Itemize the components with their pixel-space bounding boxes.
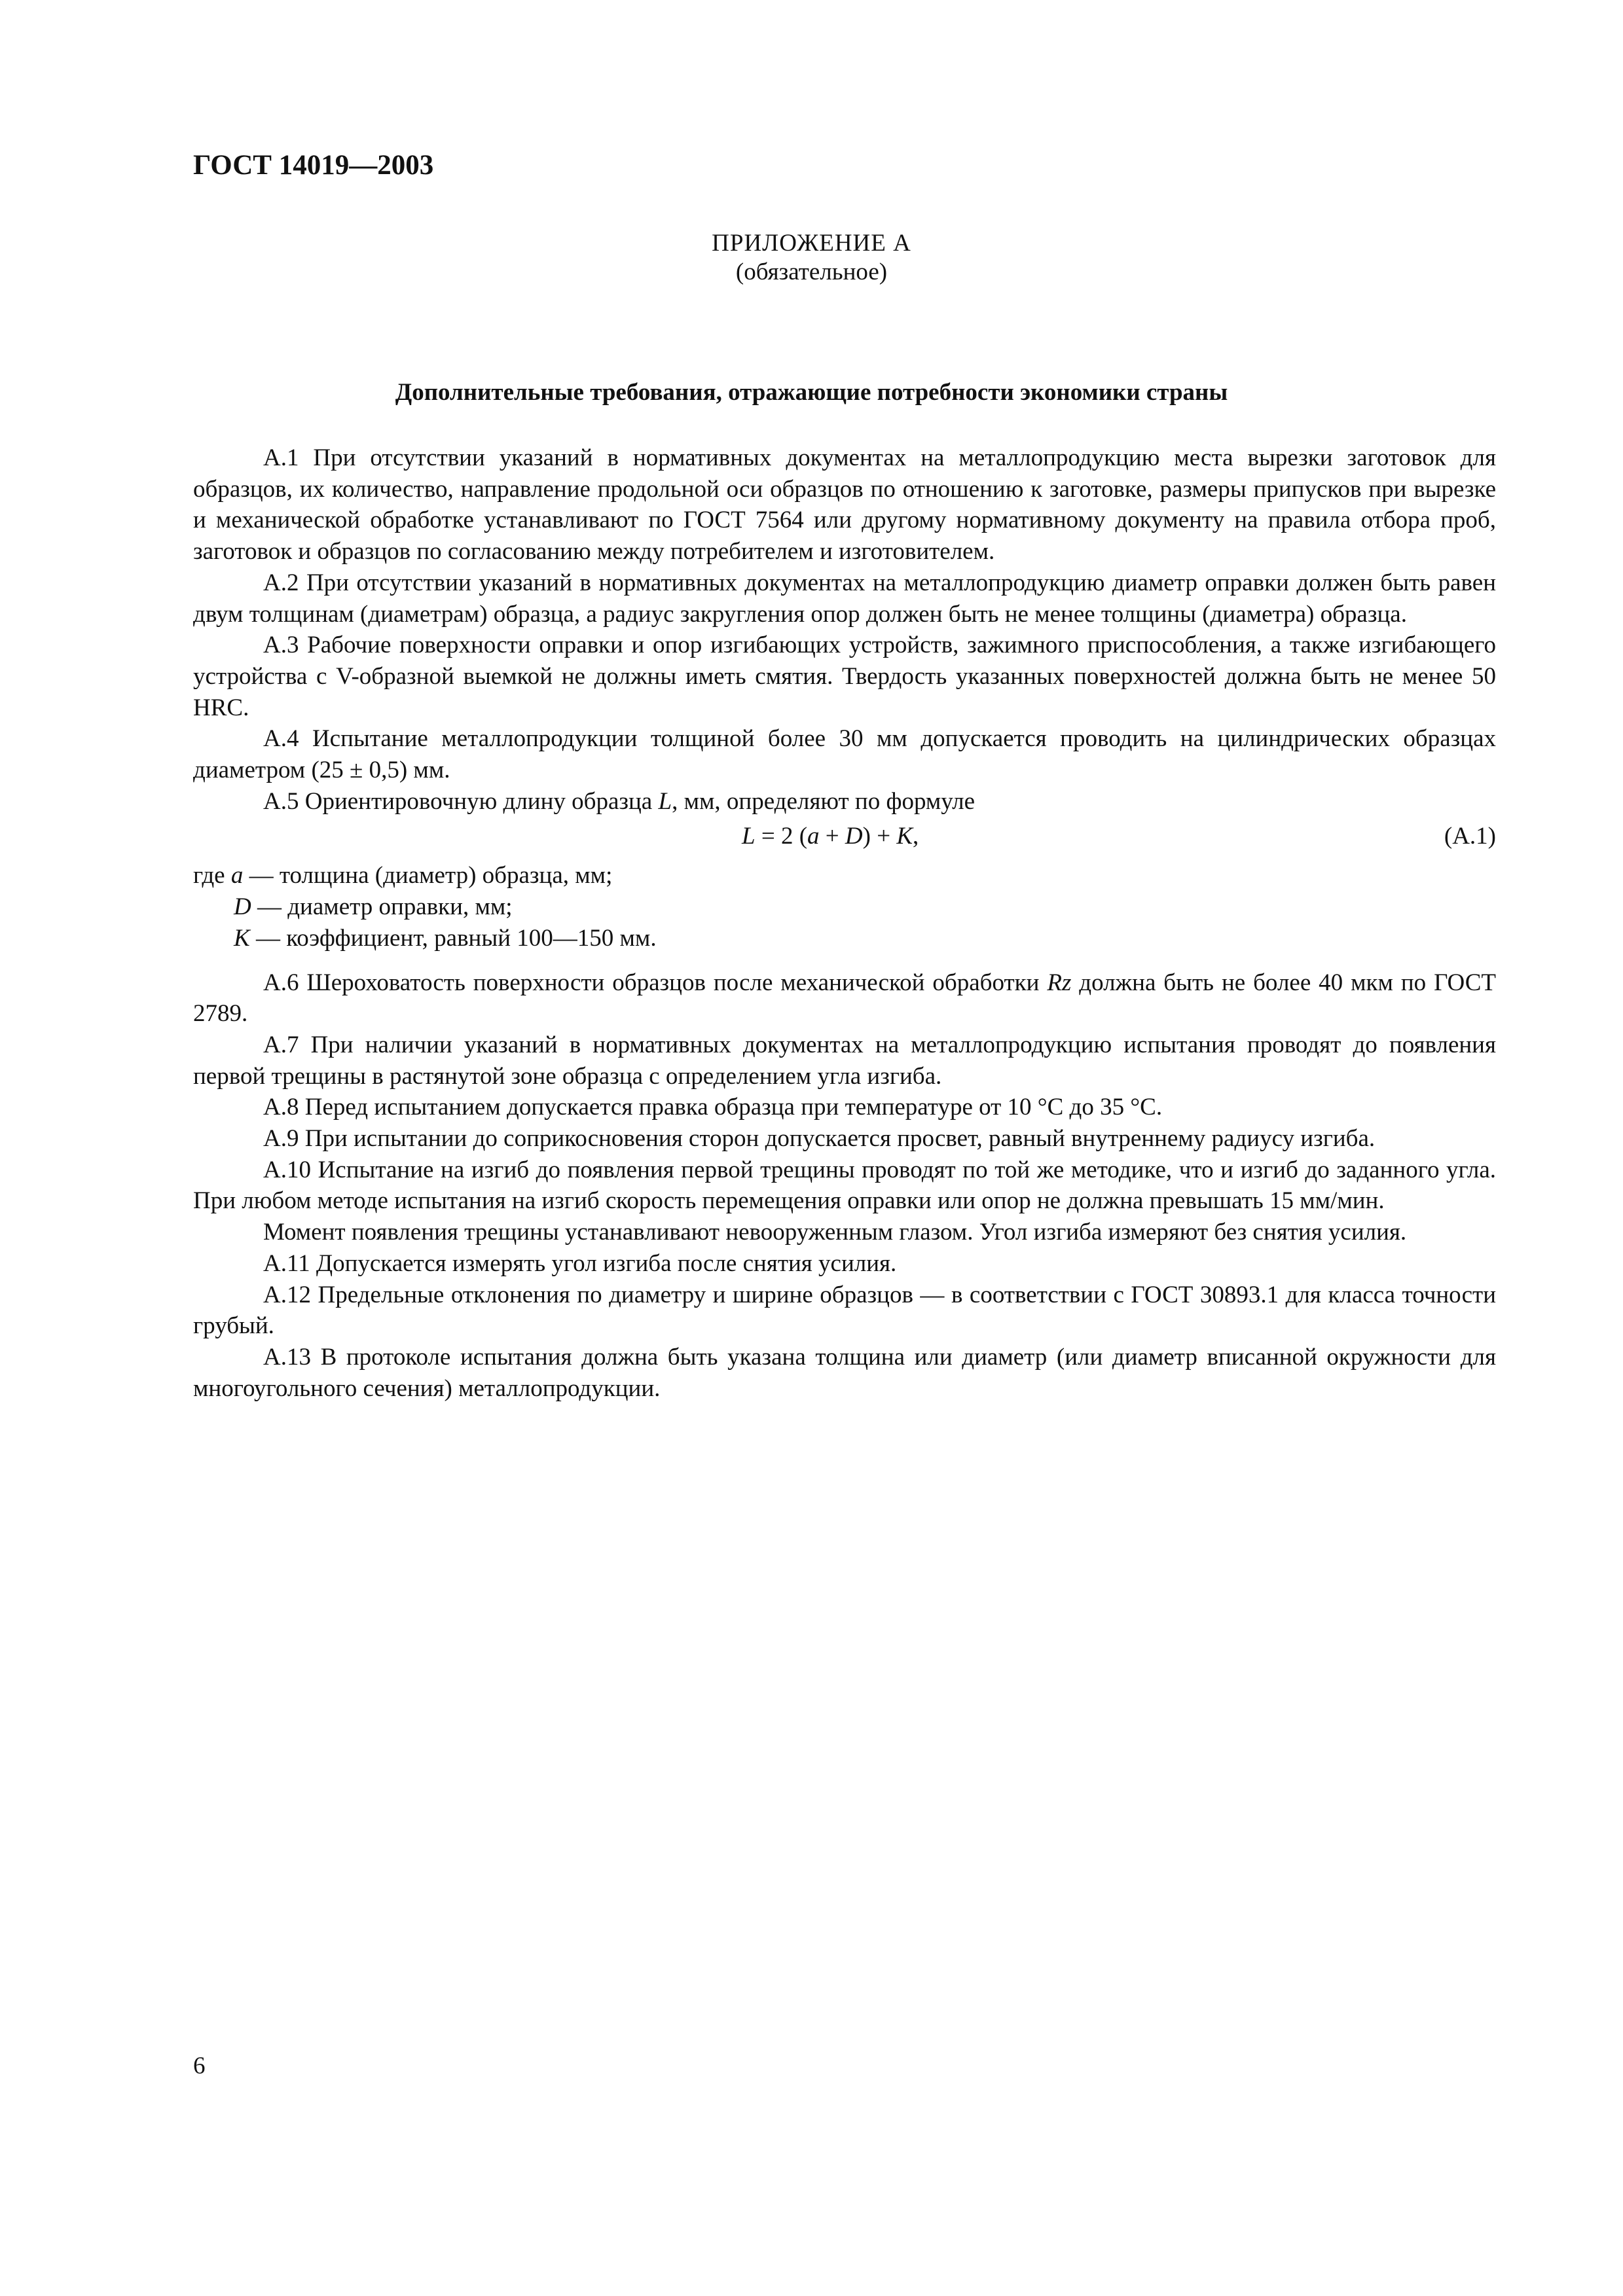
definition-var: K [234, 924, 250, 952]
definition-d [193, 891, 1496, 923]
definition-text: — коэффициент, равный 100—150 мм. [249, 924, 657, 952]
paragraph-a11: А.11 Допускается измерять угол изгиба после снятия усилия. [263, 1249, 897, 1277]
a5-text-before: А.5 Ориентировочную длину образца [263, 787, 659, 815]
paragraph-a6 [193, 967, 1496, 1030]
definition-k [193, 923, 1496, 954]
a6-text-after: должна быть не более 40 мкм по ГОСТ 2789. [193, 969, 1496, 1028]
a6-var-rz: Rz [1047, 969, 1072, 996]
formula-definitions [193, 860, 1496, 954]
formula-part: , [913, 823, 919, 850]
formula-part: + [819, 823, 845, 850]
paragraph-a3: А.3 Рабочие поверхности оправки и опор изгибающих устройств, зажимного приспособления, а также изгибающего устройства с V-образной выемкой не должны иметь смятия. Твердость указанных поверхностей должна быть не менее 50 HRC. [193, 632, 1496, 721]
paragraph-a5 [193, 786, 1496, 817]
appendix-status: (обязательное) [735, 259, 888, 285]
formula-part: ) + [862, 823, 897, 850]
definition-a [193, 860, 1496, 891]
formula-var-a: a [807, 823, 820, 850]
appendix-title: ПРИЛОЖЕНИЕ А [712, 230, 911, 257]
a6-text-before: А.6 Шероховатость поверхности образцов после механической обработки [263, 969, 1048, 996]
document-code: ГОСТ 14019—2003 [193, 150, 434, 181]
paragraph-a1: А.1 При отсутствии указаний в нормативных документах на металлопродукцию места вырезки заготовок для образцов, их количество, направление продольной оси образцов по отношению к заготовке, размеры припусков при вырезке и механической обработке устанавливают по ГОСТ 7564 или другому нормативному документу на правила отбора проб, заготовок и образцов по согласованию между потребителем и изготовителем. [193, 444, 1496, 565]
paragraph-a13: А.13 В протоколе испытания должна быть указана толщина или диаметр (или диаметр вписанной окружности для многоугольного сечения) металлопродукции. [193, 1343, 1496, 1402]
formula-part: = 2 ( [755, 823, 808, 850]
paragraph-a12: А.12 Предельные отклонения по диаметру и ширине образцов — в соответствии с ГОСТ 30893.1 для класса точности грубый. [193, 1281, 1496, 1340]
formula-var-D: D [845, 823, 863, 850]
a5-text-after: , мм, определяют по формуле [672, 787, 976, 815]
paragraph-a4: А.4 Испытание металлопродукции толщиной более 30 мм допускается проводить на цилиндрических образцах диаметром (25 ± 0,5) мм. [193, 725, 1496, 784]
definition-text: — диаметр оправки, мм; [251, 893, 513, 921]
section-heading: Дополнительные требования, отражающие потребности экономики страны [395, 379, 1228, 406]
page-number: 6 [193, 2053, 206, 2079]
paragraph-a10-note: Момент появления трещины устанавливают невооруженным глазом. Угол изгиба измеряют без снятия усилия. [263, 1219, 1407, 1246]
paragraph-a10: А.10 Испытание на изгиб до появления первой трещины проводят по той же методике, что и изгиб до заданного угла. При любом методе испытания на изгиб скорость перемещения оправки или опор не должна превышать 15 мм/мин. [193, 1156, 1496, 1215]
definition-var: a [230, 862, 244, 889]
formula-row [193, 821, 1496, 856]
paragraph-a9: А.9 При испытании до соприкосновения сторон допускается просвет, равный внутреннему радиусу изгиба. [263, 1125, 1376, 1153]
formula-var-K: K [896, 823, 913, 850]
a5-var-L: L [658, 787, 672, 815]
definition-text: — толщина (диаметр) образца, мм; [243, 862, 613, 889]
formula-var-L: L [742, 823, 756, 850]
document-body [193, 442, 1496, 1404]
definition-var: D [234, 893, 251, 921]
paragraph-a2: А.2 При отсутствии указаний в нормативных документах на металлопродукцию диаметр оправки должен быть равен двум толщинам (диаметрам) образца, а радиус закругления опор должен быть не менее толщины (диаметра) образца. [193, 569, 1496, 628]
paragraph-a8: А.8 Перед испытанием допускается правка образца при температуре от 10 °С до 35 °С. [263, 1094, 1163, 1121]
formula-number: (А.1) [1444, 823, 1496, 850]
paragraph-a7: А.7 При наличии указаний в нормативных документах на металлопродукцию испытания проводят до появления первой трещины в растянутой зоне образца с определением угла изгиба. [193, 1031, 1496, 1090]
definition-prefix: где [193, 862, 231, 889]
formula [742, 821, 919, 852]
